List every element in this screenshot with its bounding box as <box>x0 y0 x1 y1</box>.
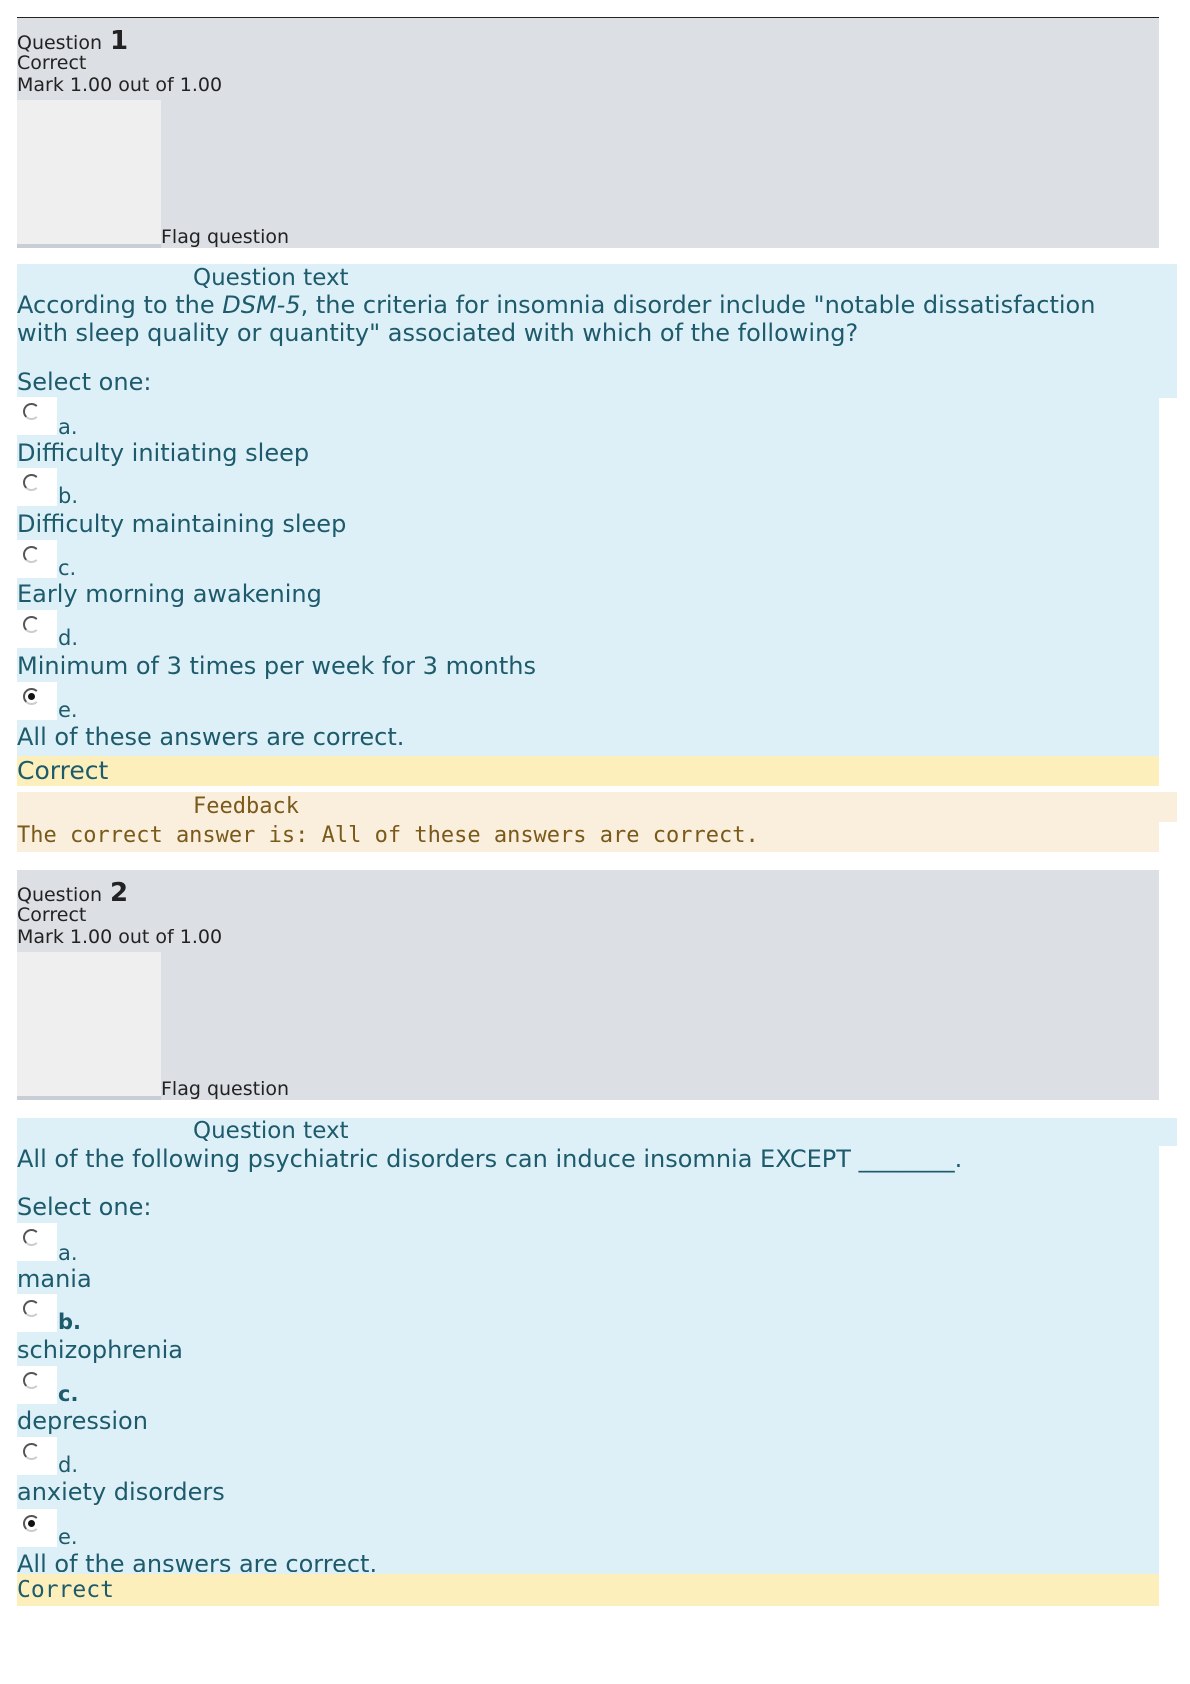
question-1-option-a-radio[interactable] <box>17 397 57 435</box>
question-1-option-d-text[interactable]: Minimum of 3 times per week for 3 months <box>17 652 536 680</box>
question-2-state: Correct <box>17 904 87 926</box>
question-2-option-a-text[interactable]: mania <box>17 1265 92 1293</box>
question-1-text-before: According to the <box>17 291 223 319</box>
question-1-info <box>17 18 1159 248</box>
question-2-option-b-letter: b. <box>58 1310 82 1334</box>
radio-unchecked-icon <box>23 1229 40 1246</box>
question-1-option-c-radio[interactable] <box>17 540 57 578</box>
question-1-option-b-letter: b. <box>58 484 79 508</box>
question-2-option-c-letter: c. <box>58 1382 79 1406</box>
radio-unchecked-icon <box>23 1443 40 1460</box>
question-2-option-c-text[interactable]: depression <box>17 1407 148 1435</box>
question-2-option-a-letter: a. <box>58 1241 78 1265</box>
question-1-number-value: 1 <box>109 26 129 56</box>
question-1-option-a-text[interactable]: Difficulty initiating sleep <box>17 439 310 467</box>
question-2-formulation <box>17 1146 1159 1574</box>
question-1-text <box>17 291 1147 347</box>
question-1-option-a-letter: a. <box>58 415 78 439</box>
question-2-outcome: Correct <box>17 1574 1159 1606</box>
radio-unchecked-icon <box>23 1300 40 1317</box>
question-1-text-after: , the criteria for insomnia disorder include "notable dissatisfaction with sleep quality or quantity" associated with which of the following? <box>17 291 1096 347</box>
question-1-feedback-label: Feedback <box>193 794 299 819</box>
question-1-option-e-radio[interactable] <box>17 682 57 720</box>
question-1-text-italic: DSM-5 <box>222 291 301 319</box>
radio-checked-icon <box>23 1515 40 1532</box>
question-1-flag-link[interactable]: Flag question <box>161 226 290 248</box>
question-2-flag-link[interactable]: Flag question <box>161 1078 290 1100</box>
question-1-option-e-text[interactable]: All of these answers are correct. <box>17 723 405 751</box>
question-2-flag-icon[interactable] <box>17 952 161 1096</box>
question-2-option-e-radio[interactable] <box>17 1509 57 1547</box>
question-1-option-e-letter: e. <box>58 698 78 722</box>
question-2-option-d-text[interactable]: anxiety disorders <box>17 1478 225 1506</box>
radio-unchecked-icon <box>23 1372 40 1389</box>
question-2-text: All of the following psychiatric disorders can induce insomnia EXCEPT ________. <box>17 1145 963 1173</box>
radio-unchecked-icon <box>23 546 40 563</box>
flag-underline <box>17 244 161 248</box>
question-1-grade: Mark 1.00 out of 1.00 <box>17 74 223 96</box>
question-2-option-e-letter: e. <box>58 1525 78 1549</box>
question-1-qtext-label: Question text <box>193 265 349 291</box>
radio-unchecked-icon <box>23 616 40 633</box>
question-2-info <box>17 870 1159 1100</box>
question-1-option-c-letter: c. <box>58 556 77 580</box>
question-1-option-c-text[interactable]: Early morning awakening <box>17 580 322 608</box>
question-1-prefix: Question <box>17 32 102 54</box>
question-1-option-d-radio[interactable] <box>17 610 57 648</box>
question-1-select-label: Select one: <box>17 368 152 396</box>
question-2-option-e-text[interactable]: All of the answers are correct. <box>17 1550 378 1572</box>
question-2-formulation-top <box>17 1118 1177 1146</box>
question-1-option-b-text[interactable]: Difficulty maintaining sleep <box>17 510 347 538</box>
question-2-prefix: Question <box>17 884 102 906</box>
question-2-number-value: 2 <box>109 878 129 908</box>
question-1-state: Correct <box>17 52 87 74</box>
question-2-select-label: Select one: <box>17 1193 152 1221</box>
question-1-outcome: Correct <box>17 756 1159 786</box>
question-1-option-b-radio[interactable] <box>17 468 57 506</box>
question-2-grade: Mark 1.00 out of 1.00 <box>17 926 223 948</box>
question-2-option-a-radio[interactable] <box>17 1223 57 1261</box>
question-2-qtext-label: Question text <box>193 1118 349 1144</box>
question-2-option-d-letter: d. <box>58 1453 79 1477</box>
radio-unchecked-icon <box>23 403 40 420</box>
question-1-option-d-letter: d. <box>58 626 79 650</box>
radio-checked-icon <box>23 688 40 705</box>
question-1-feedback-text: The correct answer is: All of these answers are correct. <box>17 823 759 848</box>
radio-unchecked-icon <box>23 474 40 491</box>
question-2-option-b-text[interactable]: schizophrenia <box>17 1336 183 1364</box>
question-1-feedback-top <box>17 792 1177 822</box>
question-2-option-d-radio[interactable] <box>17 1437 57 1475</box>
flag-underline <box>17 1096 161 1100</box>
question-1-flag-icon[interactable] <box>17 100 161 244</box>
question-2-option-b-radio[interactable] <box>17 1294 57 1332</box>
question-2-option-c-radio[interactable] <box>17 1366 57 1404</box>
